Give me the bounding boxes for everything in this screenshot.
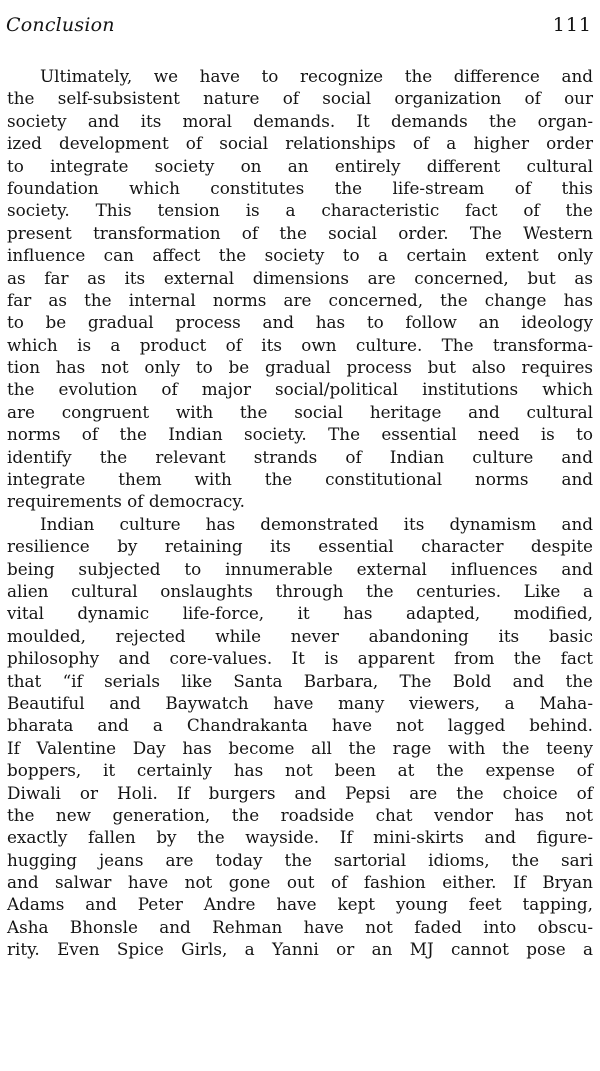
text-line: boppers, it certainly has not been at the expense of <box>7 760 593 781</box>
text-line: ized development of social relationships of a higher order <box>7 133 593 154</box>
text-line: present transformation of the social order. The Western <box>7 222 593 243</box>
text-line: moulded, rejected while never abandoning its basic <box>7 625 593 646</box>
text-line: are congruent with the social heritage and cultural <box>7 401 593 422</box>
text-line: tion has not only to be gradual process but also requires <box>7 357 593 378</box>
text-line: If Valentine Day has become all the rage with the teeny <box>7 737 593 758</box>
body-text <box>7 65 593 961</box>
page-number: 111 <box>552 14 592 36</box>
text-line: society and its moral demands. It demands the organ- <box>7 110 593 131</box>
text-line: vital dynamic life-force, it has adapted, modified, <box>7 603 593 624</box>
paragraph-2 <box>7 513 593 961</box>
text-line: the self-subsistent nature of social organization of our <box>7 88 593 109</box>
text-line: the evolution of major social/political institutions which <box>7 379 593 400</box>
text-line: foundation which constitutes the life-stream of this <box>7 177 593 198</box>
text-line: Asha Bhonsle and Rehman have not faded into obscu- <box>7 916 593 937</box>
text-line: which is a product of its own culture. The transforma- <box>7 334 593 355</box>
text-line: society. This tension is a characteristic fact of the <box>7 200 593 221</box>
text-line: Diwali or Holi. If burgers and Pepsi are the choice of <box>7 782 593 803</box>
running-head <box>6 14 592 42</box>
text-line: Beautiful and Baywatch have many viewers, a Maha- <box>7 692 593 713</box>
text-line: being subjected to innumerable external influences and <box>7 558 593 579</box>
text-line: that “if serials like Santa Barbara, The Bold and the <box>7 670 593 691</box>
text-line: resilience by retaining its essential character despite <box>7 536 593 557</box>
text-line: Ultimately, we have to recognize the difference and <box>40 66 593 86</box>
text-line: identify the relevant strands of Indian culture and <box>7 446 593 467</box>
text-line: to integrate society on an entirely different cultural <box>7 155 593 176</box>
text-line: requirements of democracy. <box>7 491 245 512</box>
text-line: hugging jeans are today the sartorial idioms, the sari <box>7 849 593 870</box>
section-title: Conclusion <box>6 14 115 36</box>
text-line: Adams and Peter Andre have kept young feet tapping, <box>7 894 593 915</box>
text-line: norms of the Indian society. The essential need is to <box>7 424 593 445</box>
text-line: rity. Even Spice Girls, a Yanni or an MJ cannot pose a <box>7 939 593 960</box>
text-line: the new generation, the roadside chat vendor has not <box>7 804 593 825</box>
text-line: to be gradual process and has to follow an ideology <box>7 312 593 333</box>
text-line: philosophy and core-values. It is apparent from the fact <box>7 648 593 669</box>
text-line: as far as its external dimensions are concerned, but as <box>7 267 593 288</box>
text-line: Indian culture has demonstrated its dynamism and <box>40 513 593 534</box>
text-line: influence can affect the society to a certain extent only <box>7 245 593 266</box>
text-line: bharata and a Chandrakanta have not lagged behind. <box>7 715 593 736</box>
text-line: far as the internal norms are concerned, the change has <box>7 289 593 310</box>
text-line: integrate them with the constitutional norms and <box>7 469 593 490</box>
paragraph-1 <box>7 65 593 513</box>
text-line: exactly fallen by the wayside. If mini-skirts and figure- <box>7 827 593 848</box>
text-line: alien cultural onslaughts through the centuries. Like a <box>7 580 593 601</box>
text-line: and salwar have not gone out of fashion either. If Bryan <box>7 872 593 893</box>
